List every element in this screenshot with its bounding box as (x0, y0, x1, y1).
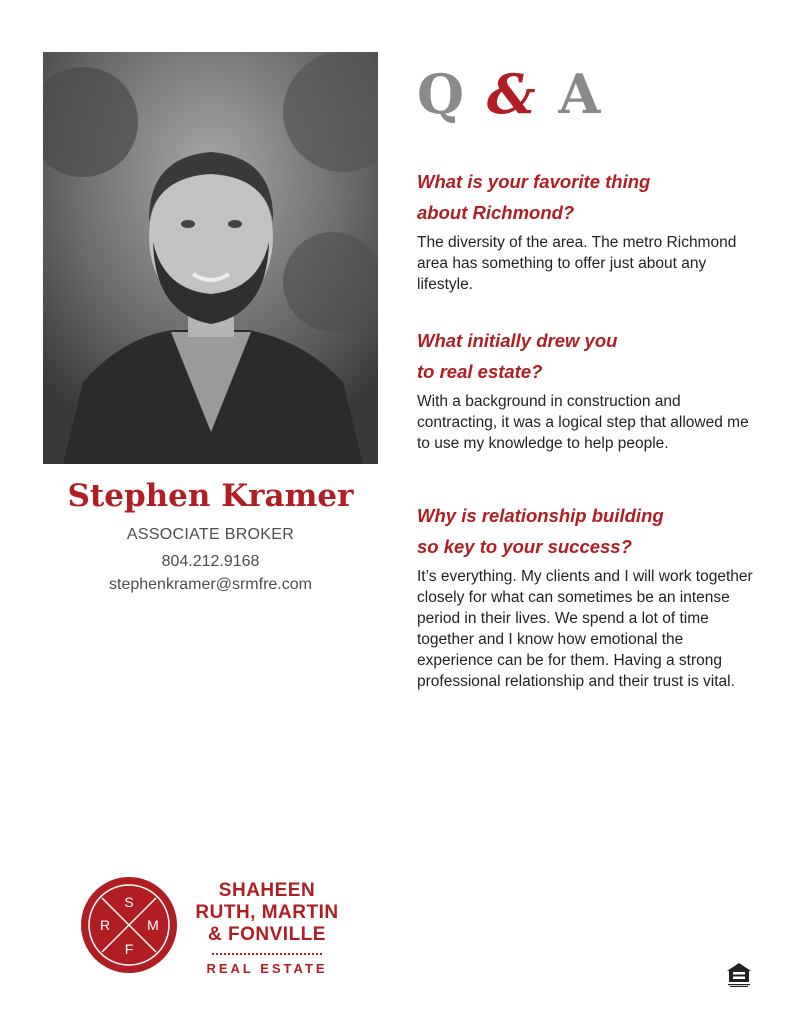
agent-title: ASSOCIATE BROKER (126, 526, 295, 543)
equal-housing-opportunity-icon (726, 962, 752, 988)
question-line: so key to your success? (417, 536, 632, 557)
agent-photo (43, 52, 378, 464)
question (417, 166, 762, 228)
question (417, 325, 762, 387)
agent-phone[interactable]: 804.212.9168 (161, 553, 260, 570)
agent-email[interactable]: stephenkramer@srmfre.com (109, 576, 312, 593)
question-line: What initially drew you (417, 330, 618, 351)
qa-item (417, 166, 762, 295)
question-line: What is your favorite thing (417, 171, 651, 192)
answer: It’s everything. My clients and I will work together closely for what can sometimes be an intense period in their lives. We spend a lot of time together and I know how emotional the experience can be for them. Having a strong professional relationship and their trust is vital. (417, 568, 753, 690)
question-line: about Richmond? (417, 202, 575, 223)
brand-name-line: & FONVILLE (208, 924, 326, 945)
qa-heading-amp: & (486, 62, 538, 126)
qa-item (417, 325, 762, 454)
answer: The diversity of the area. The metro Richmond area has something to offer just about any lifestyle. (417, 234, 737, 293)
brand-name-line: RUTH, MARTIN (195, 902, 339, 923)
qa-heading (417, 62, 602, 126)
agent-name: Stephen Kramer (67, 478, 354, 514)
seal-letter-s: S (124, 894, 134, 910)
seal-letter-r: R (99, 917, 111, 933)
brand-subtitle: REAL ESTATE (206, 961, 328, 976)
brand-name-line: SHAHEEN (218, 880, 316, 901)
qa-heading-a: A (558, 62, 603, 126)
brand-divider (212, 953, 322, 955)
question-line: to real estate? (417, 361, 543, 382)
question-line: Why is relationship building (417, 505, 664, 526)
seal-letter-f: F (124, 941, 134, 957)
qa-heading-q: Q (417, 62, 467, 126)
seal-letter-m: M (147, 917, 159, 933)
qa-item (417, 500, 762, 692)
answer: With a background in construction and contracting, it was a logical step that allowed me to use my knowledge to help people. (417, 393, 749, 452)
srmf-seal-logo (80, 876, 178, 974)
question (417, 500, 762, 562)
portrait-icon (43, 52, 378, 464)
